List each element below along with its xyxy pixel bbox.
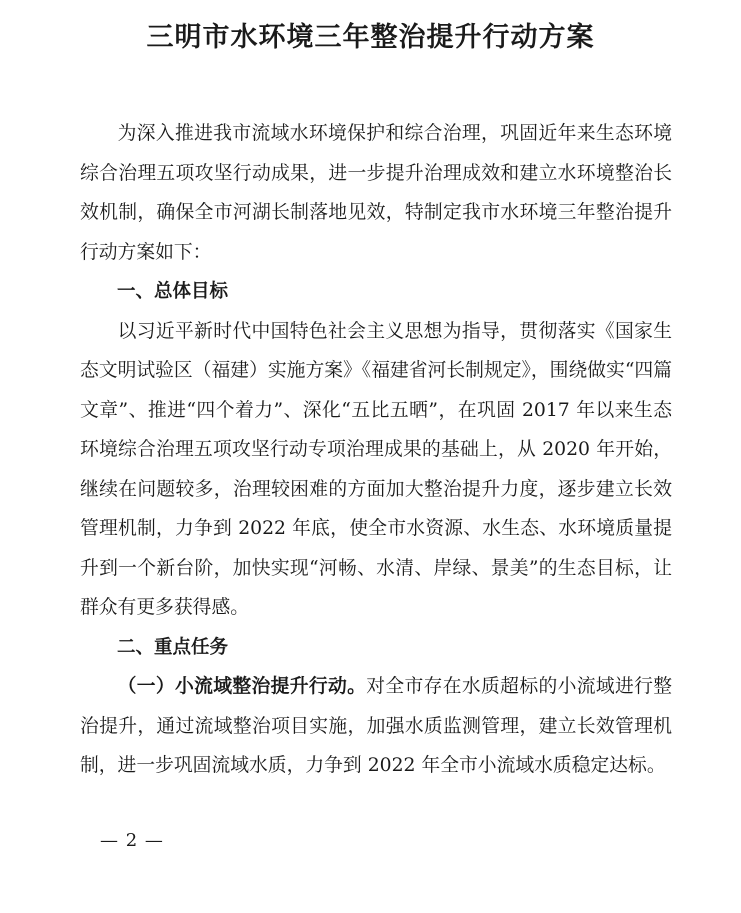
key-task-text: 对全市存在水质超标的小流域进行整治提升，通过流域整治项目实施，加强水质监测管理，建立长效管理机制，进一步巩固流域水质，力争到 2022 年全市小流域水质稳定达标。 <box>80 676 673 776</box>
document-title: 三明市水环境三年整治提升行动方案 <box>146 22 595 53</box>
document-body <box>80 114 672 786</box>
page-number: — 2 — <box>100 830 164 851</box>
key-task-lead: （一）小流域整治提升行动。 <box>117 676 367 697</box>
intro-paragraph: 为深入推进我市流域水环境保护和综合治理，巩固近年来生态环境综合治理五项攻坚行动成果，进一步提升治理成效和建立水环境整治长效机制，确保全市河湖长制落地见效，特制定我市水环境三年整治提升行动方案如下： <box>80 123 672 263</box>
overall-goals-paragraph: 以习近平新时代中国特色社会主义思想为指导，贯彻落实《国家生态文明试验区（福建）实施方案》《福建省河长制规定》，围绕做实“四篇文章”、推进“四个着力”、深化“五比五晒”，在巩固 2017 年以来生态环境综合治理五项攻坚行动专项治理成果的基础上，从 2020 年开始，继续在问题较多，治理较困难的方面加大整治提升力度，逐步建立长效管理机制，力争到 2022 年底，使全市水资源、水生态、水环境质量提升到一个新台阶，加快实现“河畅、水清、岸绿、景美”的生态目标，让群众有更多获得感。 <box>80 320 672 618</box>
section-heading-key-tasks: 二、重点任务 <box>117 636 229 658</box>
section-heading-overall-goals: 一、总体目标 <box>117 281 229 302</box>
key-task-paragraph <box>80 667 672 786</box>
